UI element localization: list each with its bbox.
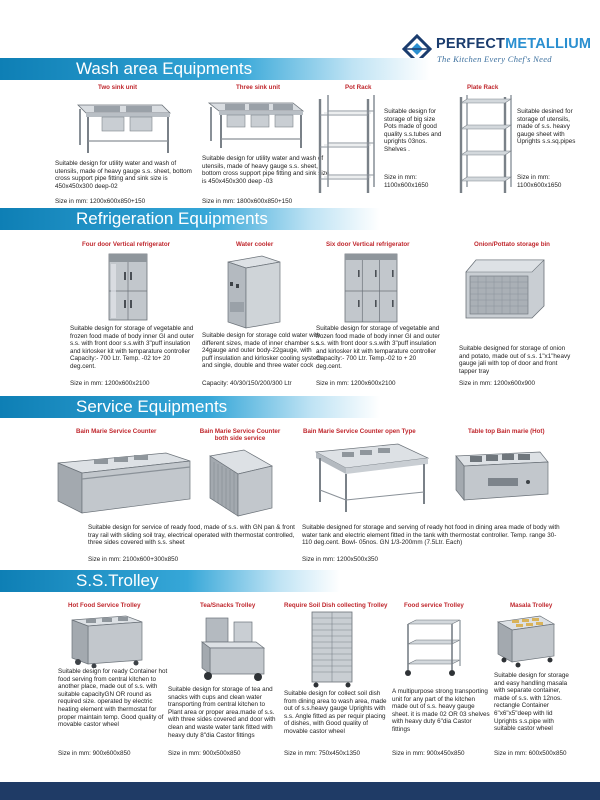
product-size-tea-trolley: Size in mm: 900x500x850 xyxy=(168,750,241,757)
bain-marie-both-side-image xyxy=(200,448,276,518)
product-size-two-sink: Size in mm: 1200x600x850+150 xyxy=(55,198,146,205)
pot-rack-image xyxy=(312,95,376,195)
table-top-bain-marie-image xyxy=(448,446,552,506)
product-desc-two-sink: Suitable design for utility water and wash of utensils, made of heavy gauge s.s. sheet, bottom cross support pipe fitting and sink size is 450x450x300 deep-02 xyxy=(55,160,192,190)
three-sink-unit-image xyxy=(205,95,305,150)
service-desc-left: Suitable design for service of ready food, made of s.s. with GN pan & front tray rail with sliding soil tray, electrical operated with thermostat controlled, three sides covered with s.s. sheet xyxy=(88,524,295,547)
product-size-onion-bin: Size in mm: 1200x600x900 xyxy=(459,380,535,387)
soil-dish-trolley-image xyxy=(306,610,358,688)
product-title-bain-marie-open: Bain Marie Service Counter open Type xyxy=(303,428,416,435)
service-desc-right: Suitable designed for storage and serving of ready hot food in dining area made of body with water tank and electric element fitted in the tank with thermostat controller. Temp. range 30-110 deg.cent. Bowl- 05nos. GN 1/3-200mm (7.5Ltr. Each) xyxy=(302,524,560,547)
product-desc-masala-trolley: Suitable design for storage and easy handling masala with separate container, made of s.s. with 12nos. rectangle Container 6"x6"x5"deep with lid Uprights s.s.pipe with suitable castor wheel xyxy=(494,672,569,733)
product-title-table-top-bain-marie: Table top Bain marie (Hot) xyxy=(468,428,545,435)
section-title-trolley: S.S.Trolley xyxy=(76,571,159,590)
product-size-three-sink: Size in mm: 1800x600x850+150 xyxy=(202,198,293,205)
product-size-water-cooler: Capacity: 40/30/150/200/300 Ltr xyxy=(202,380,292,387)
product-size-masala-trolley: Size in mm: 600x500x850 xyxy=(494,750,567,757)
product-desc-hot-food-trolley: Suitable design for ready Container hot food serving from central kitchen to another place, made out of s.s. with suitable capacityGN OR round as required size. operated by electric heating element with thermostat for proper maintain temp. Good quality of movable castor wheel xyxy=(58,668,168,729)
brand-logo xyxy=(402,32,592,72)
bain-marie-counter-image xyxy=(54,445,194,517)
product-title-plate-rack: Plate Rack xyxy=(467,84,499,91)
product-desc-tea-trolley: Suitable design for storage of tea and snacks with cups and clean water transporting from central kitchen to Plant area or proper area.made of s.s. with three sides covered and door with clean and waste water tank fitted with heavy duty 8"dia Castor fittings xyxy=(168,686,276,739)
tea-snacks-trolley-image xyxy=(198,612,270,682)
product-title-six-door: Six door Vertical refrigerator xyxy=(326,241,410,248)
footer-bar xyxy=(0,782,600,800)
six-door-refrigerator-image xyxy=(343,252,399,324)
product-desc-plate-rack: Suitable desined for storage of utensils, made of s.s. heavy gauge sheet with Uprights s.s.sq.pipes xyxy=(517,108,576,146)
section-title-service: Service Equipments xyxy=(76,397,228,416)
product-title-onion-bin: Onion/Pottato storage bin xyxy=(474,241,550,248)
product-title-bain-marie-counter: Bain Marie Service Counter xyxy=(76,428,157,435)
product-title-two-sink: Two sink unit xyxy=(98,84,138,91)
product-desc-four-door: Suitable design for storage of vegetable and frozen food made of body inner GI and outer s.s. with front door s.s.with 3"puff insulation and kirlosker kit with temparature controller Capacity:- 700 Ltr. Temp. -02 to+ 20 deg.cent. xyxy=(70,325,194,370)
product-title-four-door: Four door Vertical refrigerator xyxy=(82,241,171,248)
product-title-soil-dish-trolley: Require Soil Dish collecting Trolley xyxy=(284,602,388,609)
brand-name: PERFECTMETALLIUM xyxy=(436,36,592,52)
service-size-left: Size in mm: 2100x600+300x850 xyxy=(88,556,179,563)
section-band-service xyxy=(0,396,380,418)
section-band-wash xyxy=(0,58,430,80)
section-band-trolley xyxy=(0,570,340,592)
section-title-refrigeration: Refrigeration Equipments xyxy=(76,209,268,228)
product-desc-three-sink: Suitable design for utility water and wash of utensils, made of heavy gauge s.s. sheet, bottom cross support pipe fitting and sink size is 450x450x300 deep -03 xyxy=(202,155,330,185)
product-size-pot-rack: Size in mm: 1100x600x1650 xyxy=(384,174,429,189)
product-size-soil-dish-trolley: Size in mm: 750x450x1350 xyxy=(284,750,360,757)
product-title-hot-food-trolley: Hot Food Service Trolley xyxy=(68,602,141,609)
hot-food-trolley-image xyxy=(66,612,146,668)
section-band-refrigeration xyxy=(0,208,380,230)
product-title-pot-rack: Pot Rack xyxy=(345,84,372,91)
product-title-food-service-trolley: Food service Trolley xyxy=(404,602,464,609)
water-cooler-image xyxy=(222,252,284,330)
product-desc-pot-rack: Suitable design for storage of big size Pots made of good quality s.s.tubes and uprights 03nos. Shelves . xyxy=(384,108,442,153)
product-title-tea-trolley: Tea/Snacks Trolley xyxy=(200,602,256,609)
section-title-wash: Wash area Equipments xyxy=(76,59,253,78)
product-desc-six-door: Suitable design for storage of vegetable and frozen food made of body inner GI and outer s.s. with front door s.s.with 3"puff insulation and kirlosker kit with temparature controller Capacity:- 700 Ltr. Temp.-02 to + 20 deg.cent. xyxy=(316,325,440,370)
masala-trolley-image xyxy=(494,612,558,668)
brand-tagline: The Kitchen Every Chef's Need xyxy=(437,54,552,64)
product-desc-food-service-trolley: A multipurpose strong transporting unit for any part of the kitchen made out of s.s. heavy gauge sheet. it is made 02 OR 03 shelves with heavy duty 6"dia Castor fittings xyxy=(392,688,490,733)
product-title-three-sink: Three sink unit xyxy=(236,84,281,91)
product-size-four-door: Size in mm: 1200x600x2100 xyxy=(70,380,150,387)
product-size-six-door: Size in mm: 1200x600x2100 xyxy=(316,380,396,387)
product-title-water-cooler: Water cooler xyxy=(236,241,274,248)
product-desc-water-cooler: Suitable design for storage cold water with different sizes, made of inner chamber s.s. 24gauge and outer body-22gauge, with puff insulation and kirlosker cooling system and single, double and three water cock xyxy=(202,332,322,370)
product-desc-onion-bin: Suitable designed for storage of onion and potato, made out of s.s. 1"x1"heavy gauge jali with top of door and front tapper tray xyxy=(459,345,571,375)
service-size-right: Size in mm: 1200x500x350 xyxy=(302,556,378,563)
two-sink-unit-image xyxy=(72,95,172,155)
product-size-hot-food-trolley: Size in mm: 900x600x850 xyxy=(58,750,131,757)
four-door-refrigerator-image xyxy=(105,252,151,322)
product-title-bain-marie-both: Bain Marie Service Counter both side service xyxy=(199,428,281,442)
plate-rack-image xyxy=(455,95,513,195)
food-service-trolley-image xyxy=(404,616,464,678)
product-title-masala-trolley: Masala Trolley xyxy=(510,602,553,609)
product-desc-soil-dish-trolley: Suitable design for collect soil dish from dining area to wash area, made out of s.s.heavy gauge Uprights with s.s. Angle fitted as per requir placing of dishes, with Good quality of movable castor wheel xyxy=(284,690,387,735)
product-size-plate-rack: Size in mm: 1100x600x1650 xyxy=(517,174,562,189)
bain-marie-open-type-image xyxy=(312,440,432,514)
product-size-food-service-trolley: Size in mm: 900x450x850 xyxy=(392,750,465,757)
onion-potato-bin-image xyxy=(462,256,548,322)
